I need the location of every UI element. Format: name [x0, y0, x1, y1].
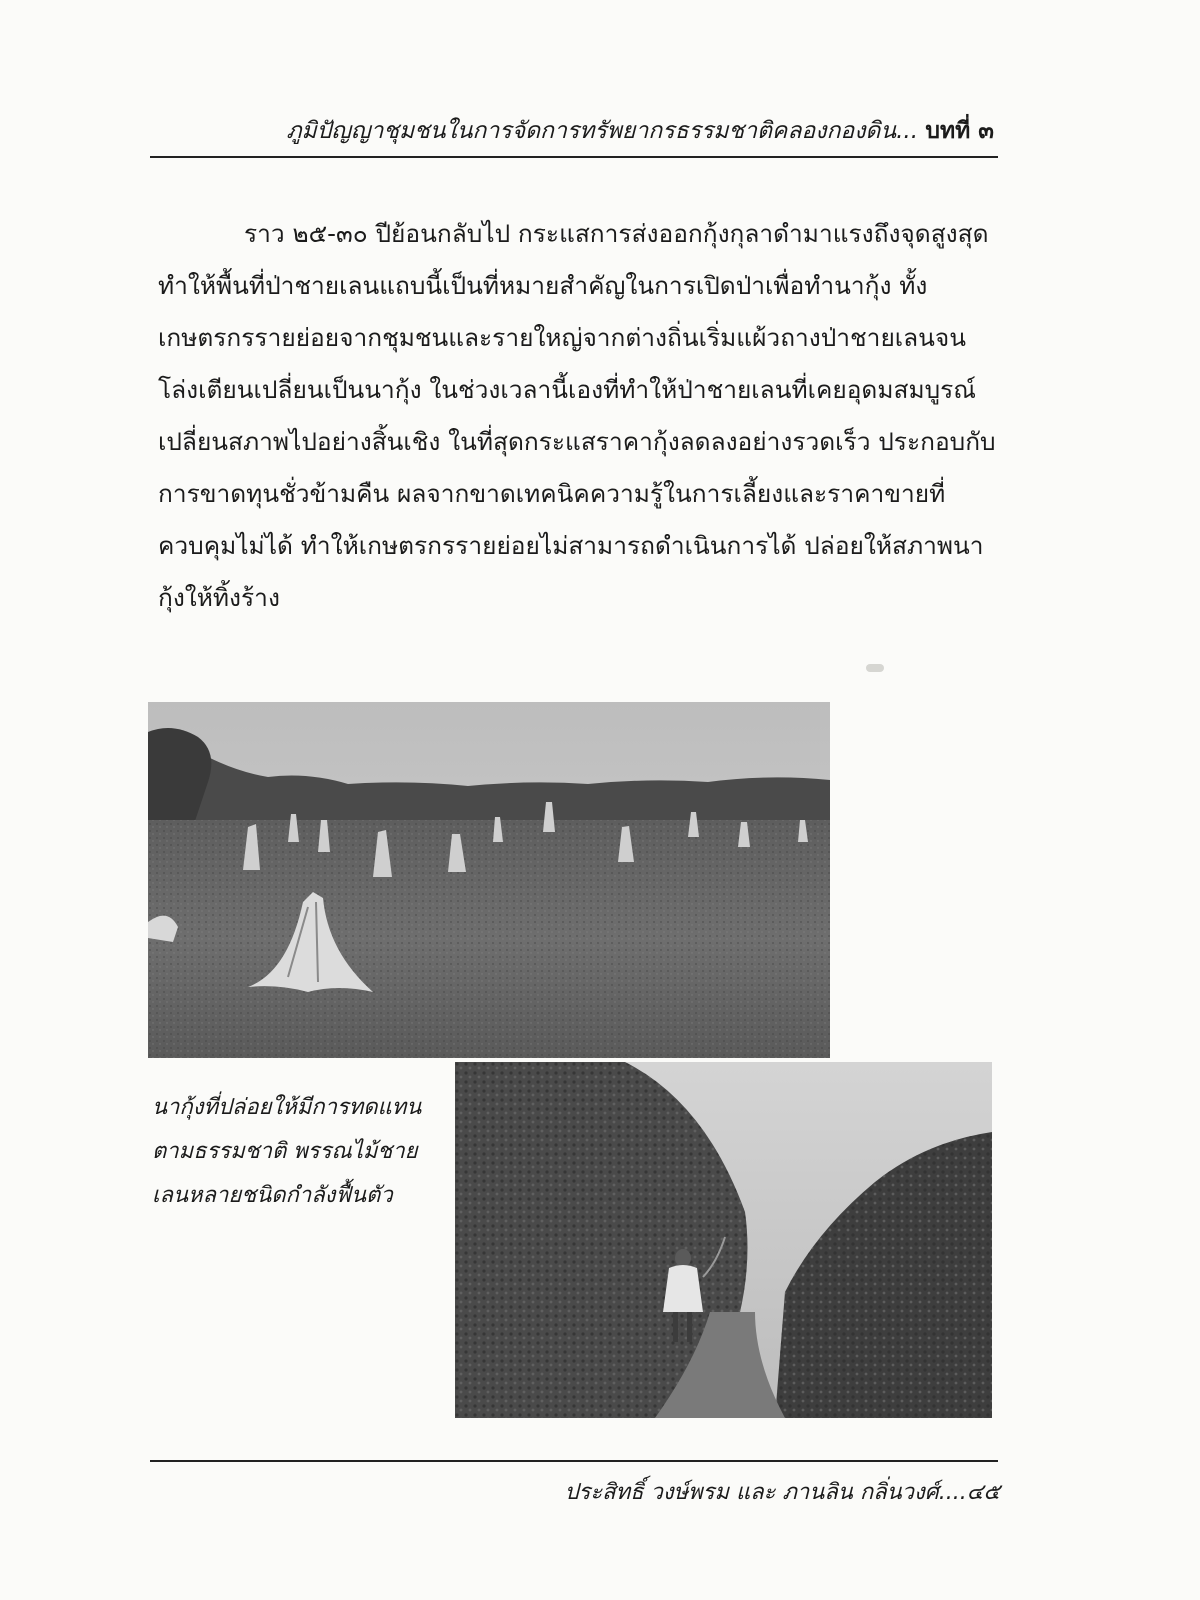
chapter-label: บทที่ ๓: [925, 118, 994, 144]
header-text: [286, 114, 994, 148]
body-paragraph: ราว ๒๕-๓๐ ปีย้อนกลับไป กระแสการส่งออกกุ้งกุลาดำมาแรงถึงจุดสูงสุด ทำให้พื้นที่ป่าชายเลนแถบนี้เป็นที่หมายสำคัญในการเปิดป่าเพื่อทำนากุ้ง ทั้งเกษตรกรรายย่อยจากชุมชนและรายใหญ่จากต่างถิ่นเริ่มแผ้วถางป่าชายเลนจนโล่งเตียนเปลี่ยนเป็นนากุ้ง ในช่วงเวลานี้เองที่ทำให้ป่าชายเลนที่เคยอุดมสมบูรณ์เปลี่ยนสภาพไปอย่างสิ้นเชิง ในที่สุดกระแสราคากุ้งลดลงอย่างรวดเร็ว ประกอบกับการขาดทุนชั่วข้ามคืน ผลจากขาดเทคนิคความรู้ในการเลี้ยงและราคาขายที่ควบคุมไม่ได้ ทำให้เกษตรกรรายย่อยไม่สามารถดำเนินการได้ ปล่อยให้สภาพนากุ้งให้ทิ้งร้าง: [158, 219, 996, 612]
footer-rule: [150, 1460, 998, 1462]
cleared-mangrove-photo: [148, 702, 830, 1058]
footer-authors-page-number: ประสิทธิ์ วงษ์พรม และ ภานลิน กลิ่นวงศ์....๔๕: [564, 1480, 1000, 1505]
regrowing-mangrove-photo: [455, 1062, 992, 1418]
photo-caption: นากุ้งที่ปล่อยให้มีการทดแทนตามธรรมชาติ พรรณไม้ชายเลนหลายชนิดกำลังฟื้นตัว: [152, 1095, 422, 1208]
running-header: [150, 110, 998, 158]
header-title: ภูมิปัญญาชุมชนในการจัดการทรัพยากรธรรมชาติคลองกองดิน...: [286, 118, 919, 144]
scan-speck: [866, 664, 884, 672]
